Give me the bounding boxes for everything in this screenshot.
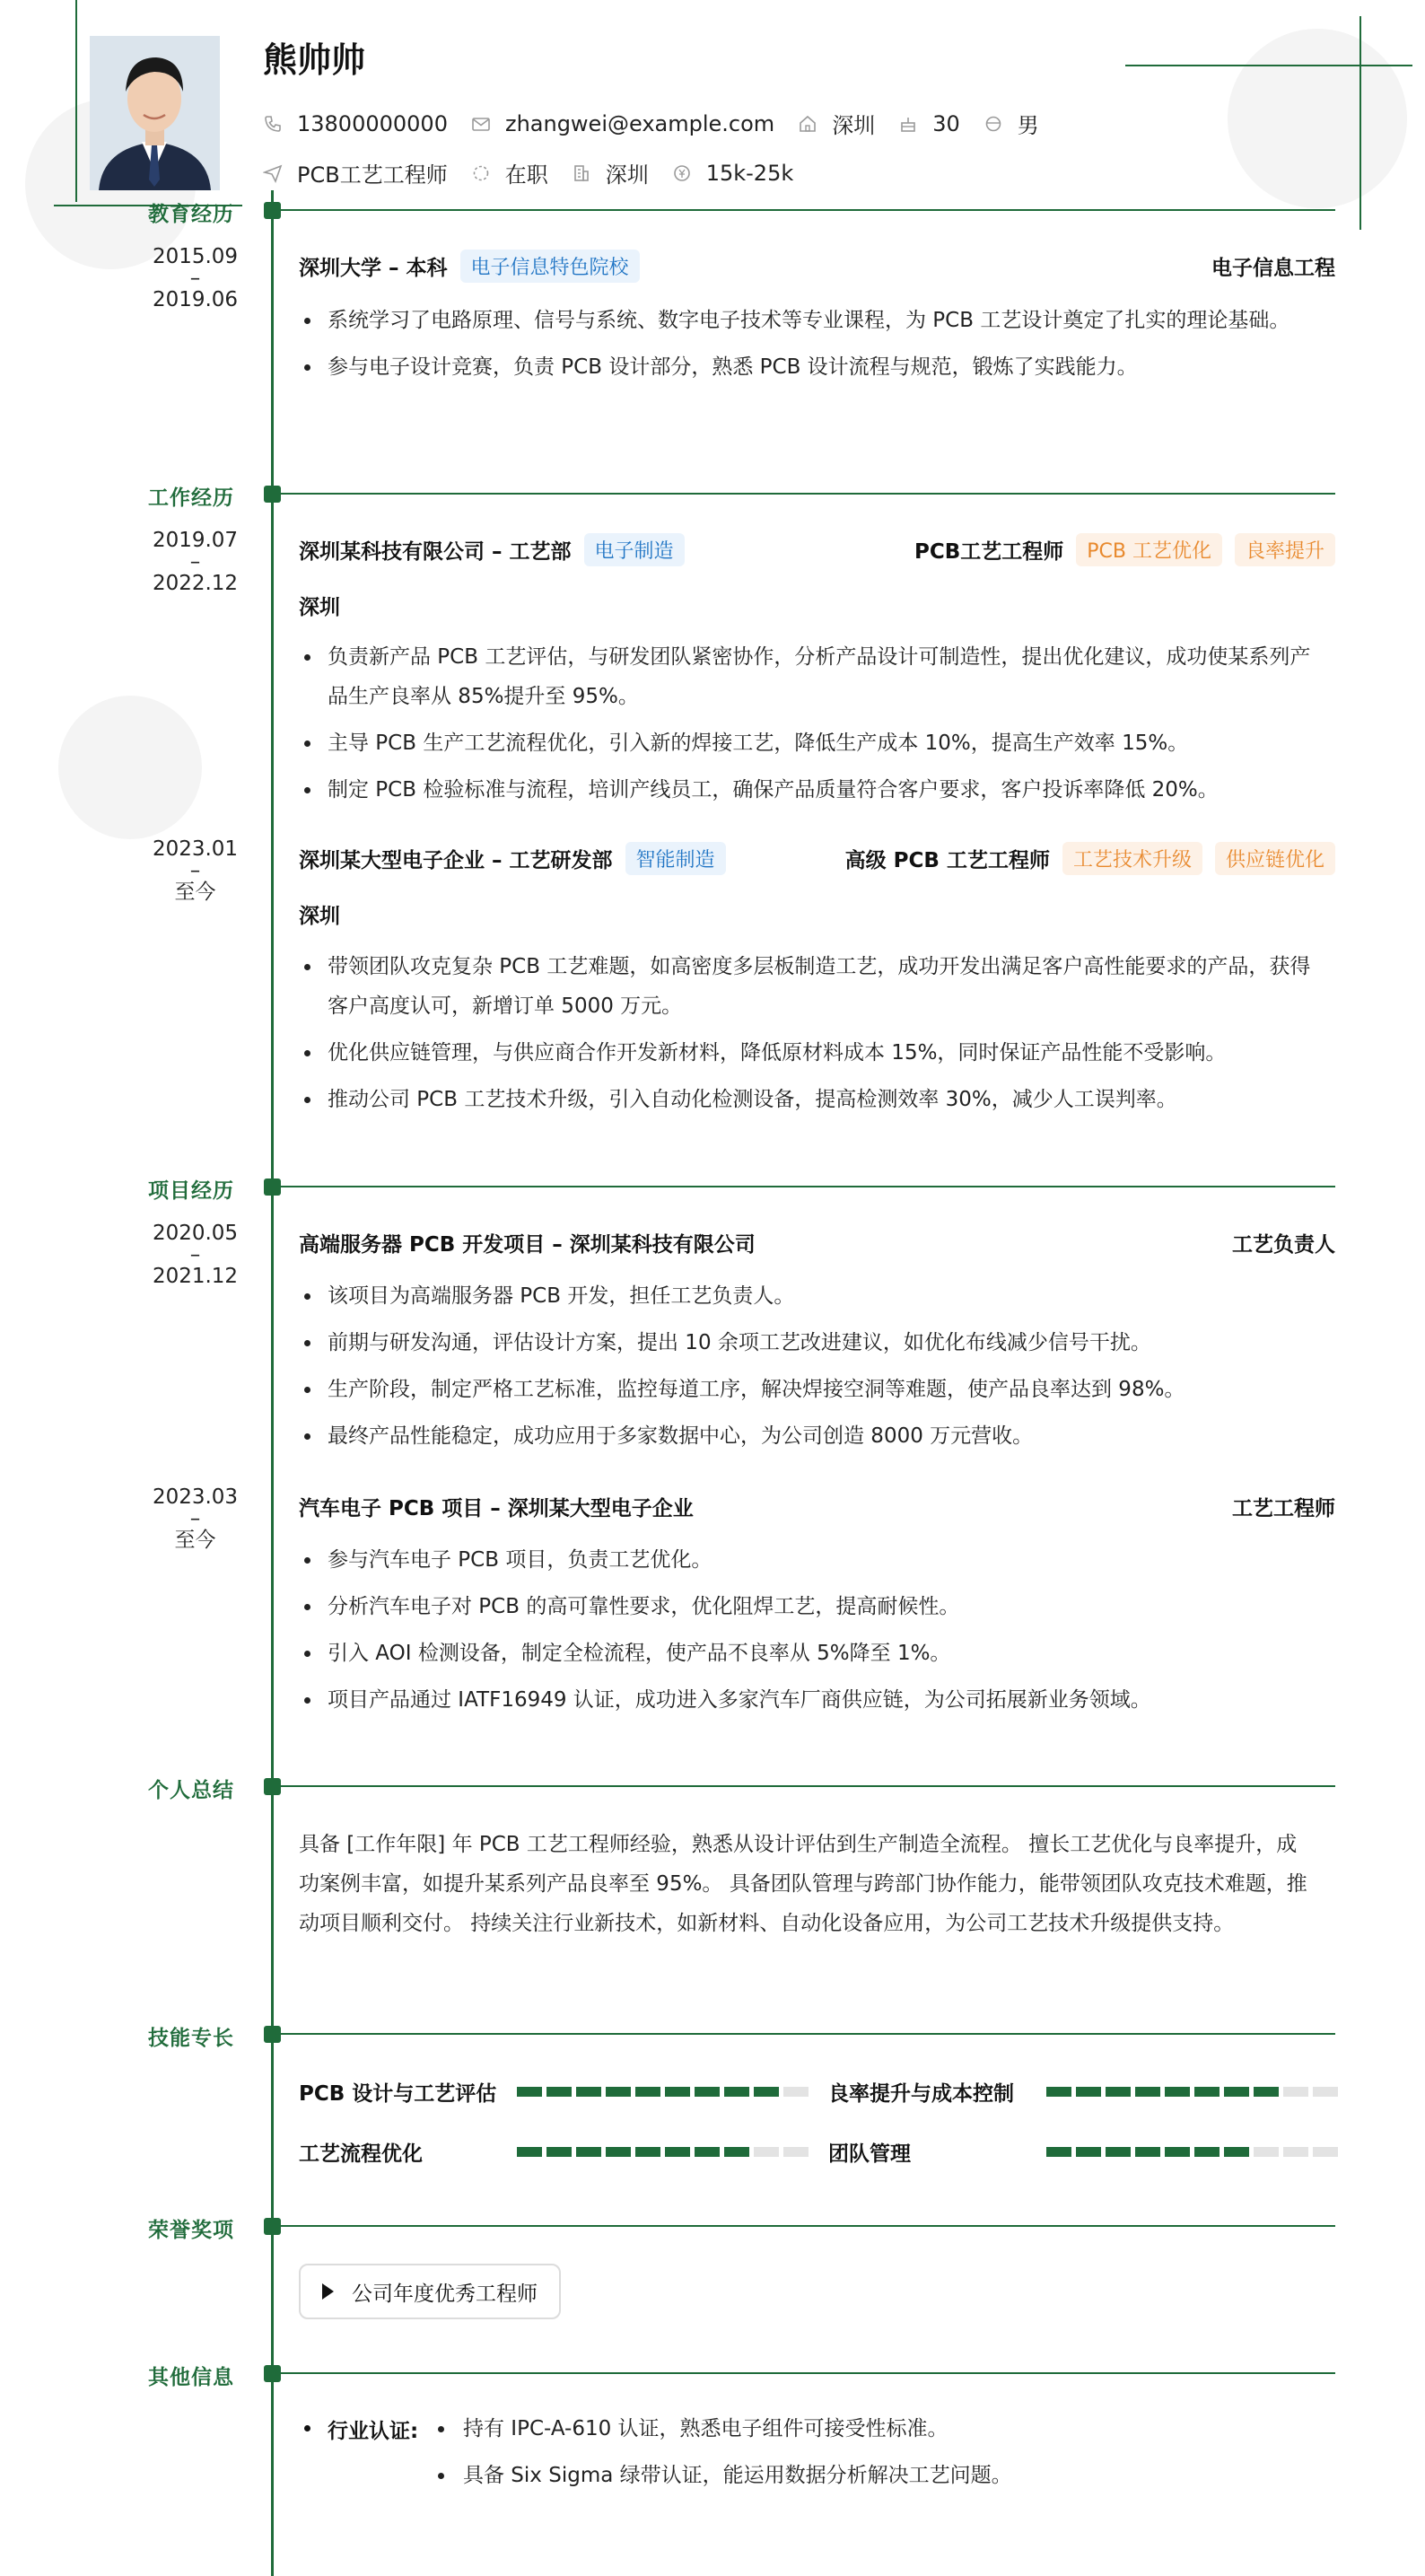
date-start: 2019.07	[152, 529, 239, 552]
skill-level-segment	[724, 2087, 749, 2097]
list-item: 持有 IPC-A-610 认证，熟悉电子组件可接受性标准。	[433, 2405, 1012, 2452]
section-marker	[264, 2365, 281, 2382]
list-item: 分析汽车电子对 PCB 的高可靠性要求，优化阻焊工艺，提高耐候性。	[299, 1587, 1313, 1626]
certification-label: 行业认证:	[299, 2414, 418, 2444]
section-divider	[281, 493, 1335, 495]
award-label: 公司年度优秀工程师	[352, 2282, 538, 2306]
section-title-summary: 个人总结	[148, 1779, 234, 1802]
project-date	[144, 1486, 247, 1551]
section-marker	[264, 202, 281, 219]
section-title-awards: 荣誉奖项	[148, 2219, 234, 2242]
date-dash: –	[189, 267, 201, 290]
work-header	[299, 842, 1335, 874]
skill-level-segment	[635, 2087, 660, 2097]
education-bullets	[299, 301, 1313, 394]
project-name: 高端服务器 PCB 开发项目 – 深圳某科技有限公司	[299, 1232, 756, 1257]
skill-tag: 供应链优化	[1215, 842, 1335, 875]
education-header	[299, 250, 1335, 282]
list-item: 带领团队攻克复杂 PCB 工艺难题，如高密度多层板制造工艺，成功开发出满足客户高性能要求的产品，获得客户高度认可，新增订单 5000 万元。	[299, 947, 1313, 1026]
decor-line	[75, 0, 77, 202]
list-item: 具备 Six Sigma 绿带认证，能运用数据分析解决工艺问题。	[433, 2452, 1012, 2499]
skill-level-segment	[1135, 2147, 1160, 2157]
industry-tag: 智能制造	[625, 842, 726, 875]
date-dash: –	[189, 550, 201, 574]
list-item: 参与汽车电子 PCB 项目，负责工艺优化。	[299, 1540, 1313, 1580]
section-divider	[281, 2372, 1335, 2374]
section-title-other: 其他信息	[148, 2366, 234, 2389]
date-dash: –	[189, 859, 201, 882]
work-bullets	[299, 637, 1313, 817]
section-marker	[264, 2218, 281, 2235]
skill-level-segment	[1283, 2147, 1308, 2157]
project-date	[144, 1222, 247, 1287]
skill-level-segment	[1283, 2087, 1308, 2097]
skill-level-segment	[635, 2147, 660, 2157]
email-icon	[471, 114, 491, 134]
avatar	[90, 36, 220, 190]
skill-level-segment	[1076, 2147, 1101, 2157]
work-date	[144, 530, 247, 594]
decor-line	[1359, 16, 1361, 230]
skill-level-segment	[546, 2087, 572, 2097]
candidate-name: 熊帅帅	[263, 40, 366, 80]
skill-level-segment	[576, 2087, 601, 2097]
list-item: 前期与研发沟通，评估设计方案，提出 10 余项工艺改进建议，如优化布线减少信号干扰。	[299, 1323, 1313, 1362]
list-item: 推动公司 PCB 工艺技术升级，引入自动化检测设备，提高检测效率 30%，减少人工误判率。	[299, 1080, 1313, 1119]
certification-list	[433, 2405, 1012, 2499]
list-item: 该项目为高端服务器 PCB 开发，担任工艺负责人。	[299, 1276, 1313, 1316]
project-bullets	[299, 1276, 1313, 1463]
date-end: 至今	[174, 881, 216, 904]
skill-tag: 良率提升	[1235, 533, 1335, 566]
section-title-education: 教育经历	[148, 203, 234, 226]
job-target-text: PCB工艺工程师	[297, 162, 448, 188]
section-title-work: 工作经历	[148, 486, 234, 510]
section-divider	[281, 1186, 1335, 1187]
phone-text: 13800000000	[297, 110, 448, 136]
status-text: 在职	[504, 162, 548, 188]
skill-name: 团队管理	[828, 2142, 911, 2166]
education-date	[144, 246, 247, 311]
skill-level-segment	[754, 2147, 779, 2157]
skill-level-segment	[1224, 2147, 1249, 2157]
skill-level-segment	[1135, 2087, 1160, 2097]
project-header	[299, 1226, 1335, 1258]
salary-icon	[672, 163, 692, 183]
skill-name: PCB 设计与工艺评估	[299, 2082, 497, 2106]
list-item: 引入 AOI 检测设备，制定全检流程，使产品不良率从 5%降至 1%。	[299, 1634, 1313, 1673]
cake-icon	[898, 114, 918, 134]
job-role: 高级 PCB 工艺工程师	[844, 848, 1050, 872]
work-city: 深圳	[299, 596, 340, 619]
skill-level-segment	[665, 2087, 690, 2097]
building-icon	[572, 163, 591, 183]
list-item: 主导 PCB 生产工艺流程优化，引入新的焊接工艺，降低生产成本 10%，提高生产效率 15%。	[299, 723, 1313, 763]
section-divider	[281, 209, 1335, 211]
work-bullets	[299, 947, 1313, 1126]
email-text: zhangwei@example.com	[504, 110, 775, 136]
skill-level-segment	[1165, 2087, 1190, 2097]
send-icon	[263, 163, 283, 183]
skill-level-bar	[1046, 2147, 1338, 2157]
work-date	[144, 838, 247, 903]
skill-level-segment	[665, 2147, 690, 2157]
skill-name: 良率提升与成本控制	[828, 2082, 1014, 2106]
project-header	[299, 1490, 1335, 1522]
skill-item	[299, 2077, 809, 2107]
skill-level-segment	[1224, 2087, 1249, 2097]
skill-level-segment	[1194, 2087, 1220, 2097]
school-name: 深圳大学 – 本科	[299, 256, 448, 280]
section-marker	[264, 2026, 281, 2043]
skill-level-segment	[546, 2147, 572, 2157]
skill-level-segment	[1106, 2087, 1131, 2097]
list-item: 参与电子设计竞赛，负责 PCB 设计部分，熟悉 PCB 设计流程与规范，锻炼了实践能力。	[299, 347, 1313, 387]
skill-level-segment	[576, 2147, 601, 2157]
section-divider	[281, 2033, 1335, 2035]
skill-level-segment	[1194, 2147, 1220, 2157]
section-title-projects: 项目经历	[148, 1179, 234, 1203]
location-text: 深圳	[832, 113, 876, 138]
salary-text: 15k-25k	[705, 160, 794, 186]
skill-level-segment	[783, 2087, 809, 2097]
skill-name: 工艺流程优化	[299, 2142, 423, 2166]
project-role: 工艺负责人	[1232, 1232, 1335, 1257]
skill-level-segment	[1106, 2147, 1131, 2157]
section-title-skills: 技能专长	[148, 2027, 234, 2050]
award-item[interactable]	[299, 2264, 561, 2319]
skill-level-segment	[695, 2087, 720, 2097]
company-name: 深圳某大型电子企业 – 工艺研发部	[299, 848, 613, 872]
skill-level-segment	[1165, 2147, 1190, 2157]
industry-tag: 电子制造	[584, 533, 685, 566]
job-intent-row	[263, 157, 817, 188]
section-marker	[264, 486, 281, 503]
skill-item	[828, 2137, 1338, 2167]
date-end: 2022.12	[152, 572, 239, 595]
school-tag: 电子信息特色院校	[460, 250, 640, 283]
skill-level-segment	[1076, 2087, 1101, 2097]
gender-icon	[984, 114, 1003, 134]
date-start: 2020.05	[152, 1222, 239, 1245]
skill-level-segment	[783, 2147, 809, 2157]
summary-text: 具备 [工作年限] 年 PCB 工艺工程师经验，熟悉从设计评估到生产制造全流程。 擅长工艺优化与良率提升，成功案例丰富，如提升某系列产品良率至 95%。 具备团队管理与跨部门协作能力，能带领团队攻克技术难题，推动项目顺利交付。 持续关注行业新技术，如新材料、自动化设备应用，为公司工艺技术升级提供支持。	[299, 1833, 1307, 1935]
decor-circle-mid-left	[58, 696, 202, 839]
work-city: 深圳	[299, 905, 340, 928]
skill-level-bar	[1046, 2087, 1338, 2097]
play-icon	[322, 2283, 334, 2300]
date-dash: –	[189, 1243, 201, 1266]
date-end: 2021.12	[152, 1265, 239, 1288]
skill-item	[828, 2077, 1338, 2107]
major-name: 电子信息工程	[1211, 256, 1335, 280]
skill-tag: 工艺技术升级	[1062, 842, 1202, 875]
section-marker	[264, 1778, 281, 1795]
section-divider	[281, 1785, 1335, 1787]
date-start: 2015.09	[152, 245, 239, 268]
skill-tag: PCB 工艺优化	[1076, 533, 1222, 566]
home-icon	[798, 114, 817, 134]
skill-level-bar	[517, 2147, 809, 2157]
skill-item	[299, 2137, 809, 2167]
date-start: 2023.01	[152, 837, 239, 861]
phone-icon	[263, 114, 283, 134]
skill-level-segment	[1313, 2147, 1338, 2157]
skill-level-segment	[1046, 2087, 1071, 2097]
skill-level-segment	[1046, 2147, 1071, 2157]
date-end: 2019.06	[152, 288, 239, 311]
status-icon	[471, 163, 491, 183]
list-item: 最终产品性能稳定，成功应用于多家数据中心，为公司创造 8000 万元营收。	[299, 1416, 1313, 1456]
work-header	[299, 533, 1335, 565]
project-role: 工艺工程师	[1232, 1496, 1335, 1520]
date-start: 2023.03	[152, 1485, 239, 1509]
skill-level-segment	[1254, 2087, 1279, 2097]
skill-level-segment	[606, 2147, 631, 2157]
skill-level-segment	[1313, 2087, 1338, 2097]
decor-circle-top-right	[1228, 29, 1407, 208]
list-item: 制定 PCB 检验标准与流程，培训产线员工，确保产品质量符合客户要求，客户投诉率降低 20%。	[299, 770, 1313, 810]
skill-level-segment	[517, 2147, 542, 2157]
decor-line	[1125, 65, 1412, 66]
target-city-text: 深圳	[605, 162, 649, 188]
skill-level-segment	[1254, 2147, 1279, 2157]
skill-level-segment	[606, 2087, 631, 2097]
company-name: 深圳某科技有限公司 – 工艺部	[299, 539, 572, 564]
project-name: 汽车电子 PCB 项目 – 深圳某大型电子企业	[299, 1496, 694, 1520]
list-item: 优化供应链管理，与供应商合作开发新材料，降低原材料成本 15%，同时保证产品性能不受影响。	[299, 1033, 1313, 1073]
skill-level-segment	[754, 2087, 779, 2097]
date-end: 至今	[174, 1529, 216, 1552]
skill-level-bar	[517, 2087, 809, 2097]
contact-row	[263, 108, 1062, 139]
list-item: 项目产品通过 IATF16949 认证，成功进入多家汽车厂商供应链，为公司拓展新业务领域。	[299, 1680, 1313, 1720]
list-item: 生产阶段，制定严格工艺标准，监控每道工序，解决焊接空洞等难题，使产品良率达到 98%。	[299, 1370, 1313, 1409]
age-text: 30	[932, 110, 960, 136]
skill-level-segment	[695, 2147, 720, 2157]
list-item: 系统学习了电路原理、信号与系统、数字电子技术等专业课程，为 PCB 工艺设计奠定了扎实的理论基础。	[299, 301, 1313, 340]
list-item: 负责新产品 PCB 工艺评估，与研发团队紧密协作，分析产品设计可制造性，提出优化建议，成功使某系列产品生产良率从 85%提升至 95%。	[299, 637, 1313, 716]
section-marker	[264, 1178, 281, 1196]
date-dash: –	[189, 1507, 201, 1530]
section-divider	[281, 2225, 1335, 2227]
gender-text: 男	[1017, 113, 1039, 138]
skill-level-segment	[724, 2147, 749, 2157]
project-bullets	[299, 1540, 1313, 1727]
skill-level-segment	[517, 2087, 542, 2097]
job-role: PCB工艺工程师	[914, 539, 1064, 564]
